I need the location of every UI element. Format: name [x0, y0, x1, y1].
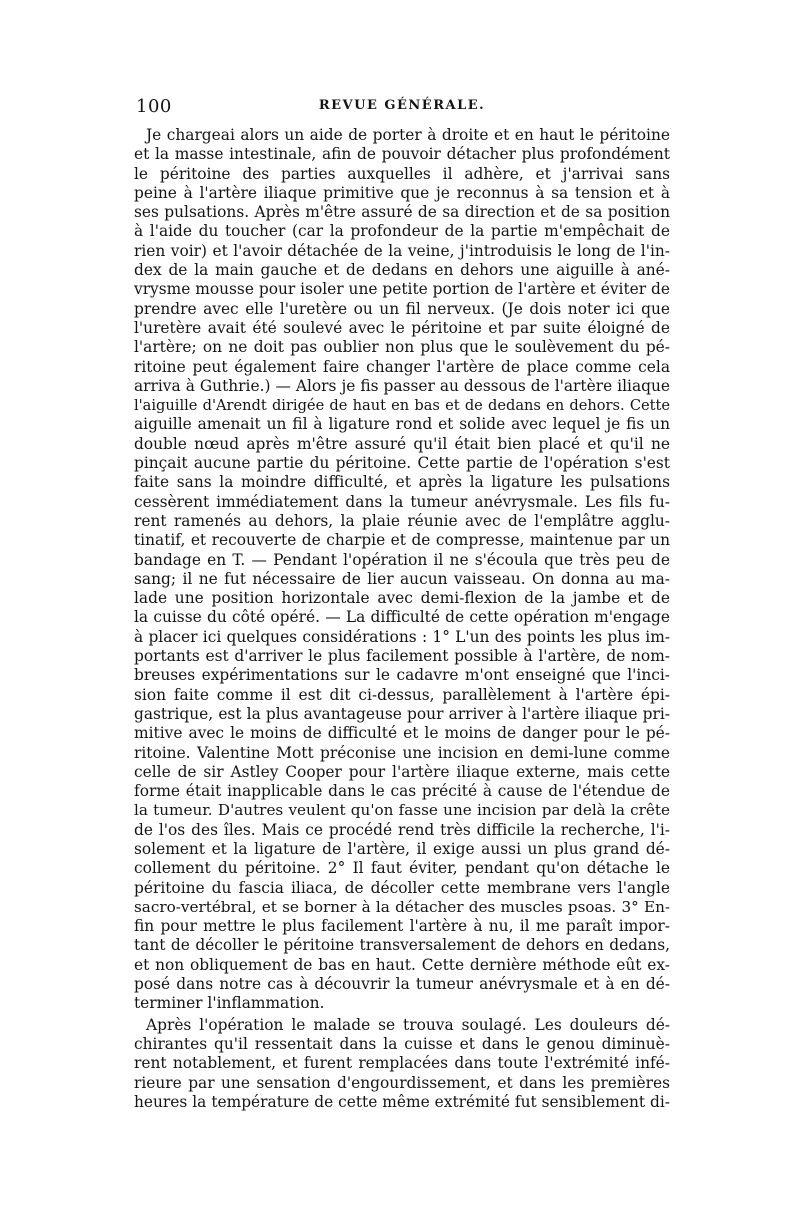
text-line: l'artère; on ne doit pas oublier non plus que le soulèvement du pé- [134, 338, 670, 357]
text-line: sacro-vertébral, et se borner à la détacher des muscles psoas. 3° En- [134, 897, 670, 916]
text-line: péritoine du fascia iliaca, de décoller cette membrane vers l'angle [134, 878, 670, 897]
text-line: tinatif, et recouverte de charpie et de compresse, maintenue par un [134, 531, 670, 550]
book-page [134, 96, 670, 1112]
text-line: la tumeur. D'autres veulent qu'on fasse une incision par delà la crête [134, 801, 670, 820]
text-line: ritoine peut également faire changer l'artère de place comme cela [134, 357, 670, 376]
running-title: REVUE GÉNÉRALE. [318, 98, 486, 113]
running-head [134, 96, 670, 126]
text-line: peine à l'artère iliaque primitive que je reconnus à sa tension et à [134, 183, 670, 202]
text-line: mitive avec le moins de difficulté et le moins de danger pour le pé- [134, 724, 670, 743]
text-line: gastrique, est la plus avantageuse pour arriver à l'artère iliaque pri- [134, 704, 670, 723]
text-line: breuses expérimentations sur le cadavre m'ont enseigné que l'inci- [134, 666, 670, 685]
text-line: lade une position horizontale avec demi-flexion de la jambe et de [134, 589, 670, 608]
paragraph [134, 126, 670, 1014]
text-line: et non obliquement de bas en haut. Cette dernière méthode eût ex- [134, 955, 670, 974]
text-line: cessèrent immédiatement dans la tumeur anévrysmale. Les fils fu- [134, 492, 670, 511]
text-line: le péritoine des parties auxquelles il adhère, et j'arrivai sans [134, 164, 670, 183]
text-line: fin pour mettre le plus facilement l'artère à nu, il me paraît impor- [134, 917, 670, 936]
text-line: Je chargeai alors un aide de porter à droite et en haut le péritoine [146, 126, 670, 144]
text-line: l'aiguille d'Arendt dirigée de haut en bas et de dedans en dehors. Cette [134, 397, 670, 415]
text-line: et la masse intestinale, afin de pouvoir détacher plus profondément [134, 145, 670, 164]
paragraph [134, 1016, 670, 1112]
page-number: 100 [136, 96, 172, 117]
text-line: prendre avec elle l'uretère ou un fil nerveux. (Je dois noter ici que [134, 299, 670, 318]
text-line: heures la température de cette même extrémité fut sensiblement di- [134, 1092, 670, 1111]
body-text [134, 126, 670, 1112]
text-line: celle de sir Astley Cooper pour l'artère iliaque externe, mais cette [134, 762, 670, 781]
text-line: forme était inapplicable dans le cas précité à cause de l'étendue de [134, 782, 670, 801]
text-line: Après l'opération le malade se trouva soulagé. Les douleurs dé- [146, 1015, 670, 1034]
text-line: dex de la main gauche et de dedans en dehors une aiguille à ané- [134, 261, 670, 280]
text-line: rien voir) et l'avoir détachée de la veine, j'introduisis le long de l'in- [134, 241, 670, 260]
text-line: arriva à Guthrie.) — Alors je fis passer au dessous de l'artère iliaque [134, 376, 670, 395]
text-line: portants est d'arriver le plus facilement possible à l'artère, de nom- [134, 647, 670, 666]
text-line: rent ramenés au dehors, la plaie réunie avec de l'emplâtre agglu- [134, 511, 670, 530]
text-line: terminer l'inflammation. [134, 994, 325, 1013]
text-line: ses pulsations. Après m'être assuré de sa direction et de sa position [134, 203, 670, 222]
text-line: rieure par une sensation d'engourdissement, et dans les premières [134, 1073, 670, 1092]
text-line: à placer ici quelques considérations : 1° L'un des points les plus im- [134, 627, 670, 646]
text-line: bandage en T. — Pendant l'opération il ne s'écoula que très peu de [134, 550, 670, 569]
text-line: rent notablement, et furent remplacées dans toute l'extrémité infé- [134, 1054, 670, 1073]
text-line: double nœud après m'être assuré qu'il était bien placé et qu'il ne [134, 434, 670, 453]
text-line: sang; il ne fut nécessaire de lier aucun vaisseau. On donna au ma- [134, 569, 670, 588]
text-line: ritoine. Valentine Mott préconise une incision en demi-lune comme [134, 743, 670, 762]
text-line: sion faite comme il est dit ci-dessus, parallèlement à l'artère épi- [134, 685, 670, 704]
text-line: solement et la ligature de l'artère, il exige aussi un plus grand dé- [134, 839, 670, 858]
text-line: faite sans la moindre difficulté, et après la ligature les pulsations [134, 473, 670, 492]
text-line: collement du péritoine. 2° Il faut éviter, pendant qu'on détache le [134, 859, 670, 878]
text-line: chirantes qu'il ressentait dans la cuisse et dans le genou diminuè- [134, 1034, 670, 1053]
text-line: à l'aide du toucher (car la profondeur de la partie m'empêchait de [134, 222, 670, 241]
text-line: la cuisse du côté opéré. — La difficulté de cette opération m'engage [134, 608, 670, 627]
text-line: vrysme mousse pour isoler une petite portion de l'artère et éviter de [134, 280, 670, 299]
text-line: tant de décoller le péritoine transversalement de dehors en dedans, [134, 936, 670, 955]
text-line: pinçait aucune partie du péritoine. Cette partie de l'opération s'est [134, 454, 670, 473]
text-line: l'uretère avait été soulevé avec le péritoine et par suite éloigné de [134, 318, 670, 337]
text-line: posé dans notre cas à découvrir la tumeur anévrysmale et à en dé- [134, 975, 670, 994]
text-line: aiguille amenait un fil à ligature rond et solide avec lequel je fis un [134, 415, 670, 434]
text-line: de l'os des îles. Mais ce procédé rend très difficile la recherche, l'i- [134, 820, 670, 839]
